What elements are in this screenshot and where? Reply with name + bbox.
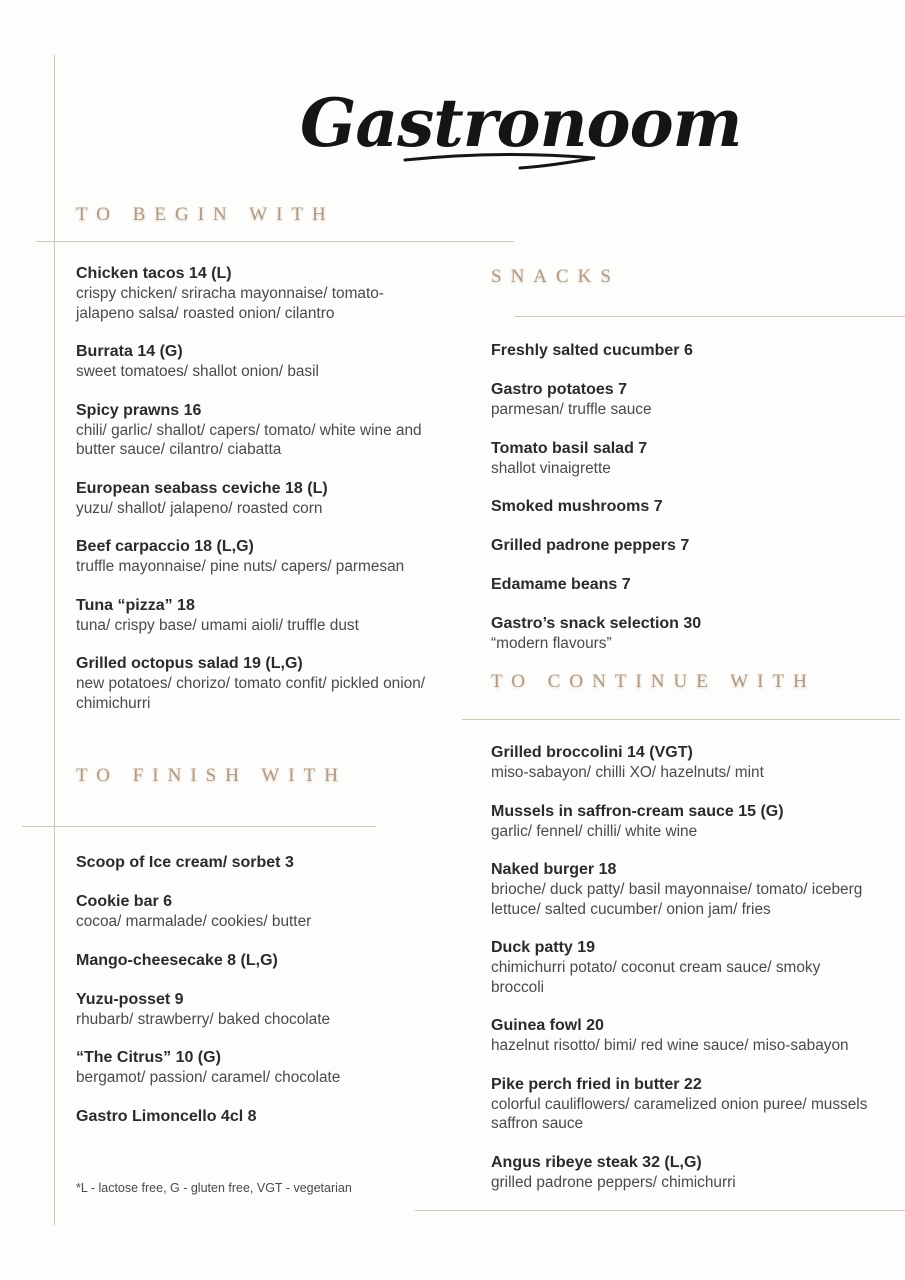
menu-item — [491, 536, 891, 556]
menu-item — [491, 614, 891, 654]
menu-item — [76, 479, 466, 519]
menu-item-title: Edamame beans 7 — [491, 576, 631, 593]
left-vertical-rule — [54, 55, 55, 1225]
brand-logo — [300, 68, 742, 193]
menu-item — [76, 401, 466, 460]
menu-item-title: Scoop of Ice cream/ sorbet 3 — [76, 854, 294, 871]
menu-item-desc: parmesan/ truffle sauce — [491, 401, 652, 418]
continue-divider — [462, 719, 900, 720]
menu-item-desc: miso-sabayon/ chilli XO/ hazelnuts/ mint — [491, 764, 764, 781]
snacks-items — [491, 341, 891, 654]
menu-item-title: Pike perch fried in butter 22 — [491, 1075, 702, 1093]
menu-item — [76, 654, 466, 713]
section-title-snacks: SNACKS — [491, 266, 620, 287]
menu-item — [76, 990, 456, 1030]
menu-item-title: Gastro potatoes 7 — [491, 381, 628, 398]
begin-divider — [36, 241, 514, 242]
menu-item-desc: cocoa/ marmalade/ cookies/ butter — [76, 913, 312, 930]
menu-item-title: Cookie bar 6 — [76, 893, 173, 910]
finish-divider — [22, 826, 376, 827]
menu-item-title: European seabass ceviche 18 (L) — [76, 479, 328, 497]
menu-item-desc: truffle mayonnaise/ pine nuts/ capers/ parmesan — [76, 558, 405, 575]
menu-item-desc: chimichurri potato/ coconut cream sauce/ smoky broccoli — [491, 959, 821, 996]
menu-item — [76, 853, 456, 873]
menu-item-title: Duck patty 19 — [491, 939, 596, 956]
bottom-divider — [415, 1210, 905, 1211]
menu-item — [76, 892, 456, 932]
menu-item-title: Chicken tacos 14 (L) — [76, 265, 232, 282]
menu-item-desc: bergamot/ passion/ caramel/ chocolate — [76, 1069, 341, 1086]
menu-item — [76, 264, 466, 323]
menu-item — [491, 380, 891, 420]
continue-items — [491, 743, 901, 1192]
menu-item-desc: colorful cauliflowers/ caramelized onion puree/ mussels saffron sauce — [491, 1095, 868, 1132]
menu-item-desc: brioche/ duck patty/ basil mayonnaise/ tomato/ iceberg lettuce/ salted cucumber/ onion jam/ fries — [491, 881, 863, 918]
menu-item — [76, 951, 456, 971]
menu-item — [491, 575, 891, 595]
menu-item-title: Angus ribeye steak 32 (L,G) — [491, 1153, 702, 1171]
menu-item-desc: yuzu/ shallot/ jalapeno/ roasted corn — [76, 499, 323, 517]
menu-item — [491, 860, 901, 919]
menu-item-title: Mussels in saffron-cream sauce 15 (G) — [491, 802, 784, 820]
menu-item-title: Gastro Limoncello 4cl 8 — [76, 1107, 257, 1125]
menu-item-title: Mango-cheesecake 8 (L,G) — [76, 951, 278, 969]
menu-item — [491, 1075, 901, 1134]
menu-item — [491, 743, 901, 783]
menu-item-title: Grilled octopus salad 19 (L,G) — [76, 655, 303, 672]
menu-item-title: Spicy prawns 16 — [76, 401, 202, 419]
menu-item-title: Grilled padrone peppers 7 — [491, 537, 690, 554]
menu-item-desc: new potatoes/ chorizo/ tomato confit/ pickled onion/ chimichurri — [76, 675, 426, 712]
menu-item — [491, 341, 891, 361]
menu-item — [491, 497, 891, 517]
menu-item-desc: rhubarb/ strawberry/ baked chocolate — [76, 1010, 331, 1028]
logo-swash — [400, 148, 600, 178]
menu-item-title: Burrata 14 (G) — [76, 343, 183, 360]
menu-item-title: “The Citrus” 10 (G) — [76, 1049, 221, 1066]
menu-item-title: Beef carpaccio 18 (L,G) — [76, 538, 254, 555]
begin-items — [76, 264, 466, 713]
menu-item-desc: hazelnut risotto/ bimi/ red wine sauce/ miso-sabayon — [491, 1037, 849, 1054]
logo-text: Gastronoom — [300, 84, 742, 162]
menu-item-title: Naked burger 18 — [491, 861, 617, 878]
menu-item — [491, 1016, 901, 1056]
menu-item — [76, 342, 466, 382]
menu-item-desc: crispy chicken/ sriracha mayonnaise/ tomato-jalapeno salsa/ roasted onion/ cilantro — [76, 285, 384, 322]
snacks-divider — [515, 316, 905, 317]
menu-item — [491, 938, 901, 997]
menu-item — [76, 596, 466, 636]
menu-item — [491, 802, 901, 842]
menu-item — [491, 439, 891, 479]
allergen-footnote: *L - lactose free, G - gluten free, VGT - vegetarian — [76, 1181, 352, 1195]
menu-item-title: Tuna “pizza” 18 — [76, 596, 195, 614]
menu-item-desc: shallot vinaigrette — [491, 459, 611, 477]
menu-item — [76, 1107, 456, 1127]
menu-item-desc: garlic/ fennel/ chilli/ white wine — [491, 822, 698, 840]
finish-items — [76, 853, 456, 1127]
menu-item-title: Freshly salted cucumber 6 — [491, 342, 693, 359]
section-title-finish: TO FINISH WITH — [76, 765, 347, 786]
menu-item-desc: “modern flavours” — [491, 635, 612, 652]
menu-item-title: Yuzu-posset 9 — [76, 990, 184, 1008]
menu-item — [491, 1153, 901, 1193]
section-title-begin: TO BEGIN WITH — [76, 204, 335, 225]
menu-item-desc: sweet tomatoes/ shallot onion/ basil — [76, 363, 319, 380]
menu-item-title: Gastro’s snack selection 30 — [491, 615, 702, 632]
menu-item-title: Guinea fowl 20 — [491, 1017, 604, 1034]
section-title-continue: TO CONTINUE WITH — [491, 671, 816, 692]
menu-item-desc: grilled padrone peppers/ chimichurri — [491, 1173, 736, 1191]
menu-item-desc: tuna/ crispy base/ umami aioli/ truffle dust — [76, 616, 359, 634]
menu-item — [76, 1048, 456, 1088]
menu-item-title: Smoked mushrooms 7 — [491, 498, 663, 515]
menu-item-desc: chili/ garlic/ shallot/ capers/ tomato/ white wine and butter sauce/ cilantro/ ciabatta — [76, 421, 422, 458]
menu-item-title: Tomato basil salad 7 — [491, 439, 648, 457]
menu-item — [76, 537, 466, 577]
menu-item-title: Grilled broccolini 14 (VGT) — [491, 744, 693, 761]
